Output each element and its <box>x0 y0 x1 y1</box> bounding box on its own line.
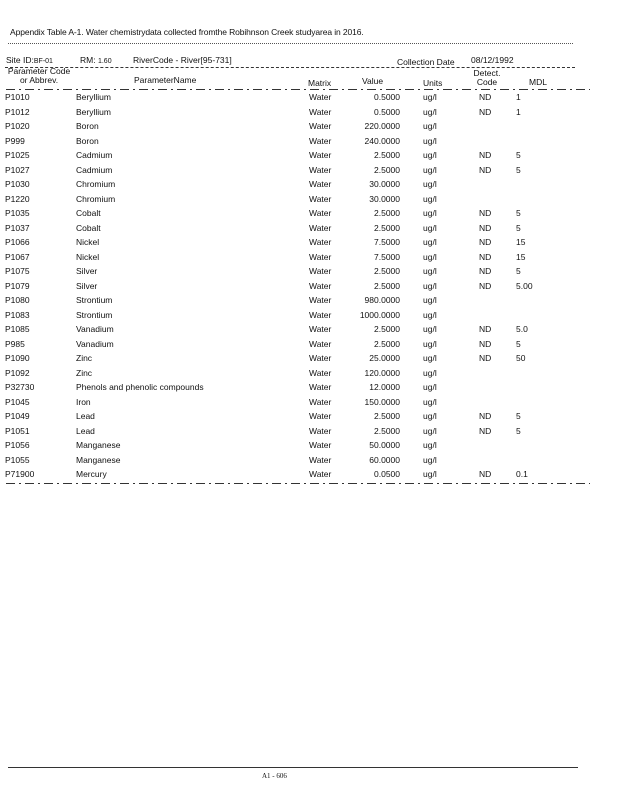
cell-mdl: 5 <box>516 164 521 175</box>
cell-units: ug/l <box>423 193 437 204</box>
cell-param-code: P1025 <box>5 150 30 160</box>
table-title: Appendix Table A-1. Water chemistrydata collected fromthe Robihnson Creek studyarea in 2016. <box>10 27 364 37</box>
cell-value: 30.0000 <box>369 179 400 189</box>
cell-value: 220.0000 <box>364 121 400 131</box>
cell-matrix: Water <box>309 469 332 479</box>
cell-param-name: Vanadium <box>76 338 114 349</box>
table-row <box>0 281 618 296</box>
table-row <box>0 208 618 223</box>
cell-matrix: Water <box>309 280 332 291</box>
cell-units: ug/l <box>423 353 437 363</box>
cell-param-code: P1075 <box>5 266 30 276</box>
col-header-value: Value <box>362 76 384 86</box>
cell-param-name: Nickel <box>76 237 100 247</box>
cell-mdl: 15 <box>516 251 526 262</box>
cell-mdl: 5 <box>516 425 521 436</box>
cell-detect-code: ND <box>479 92 492 102</box>
cell-detect-code: ND <box>479 164 492 175</box>
table-row <box>0 368 618 383</box>
cell-param-code: P1090 <box>5 353 30 363</box>
cell-detect-code: ND <box>479 324 492 334</box>
cell-value: 2.5000 <box>374 164 400 175</box>
cell-value: 980.0000 <box>364 295 400 305</box>
cell-detect-code: ND <box>479 280 492 291</box>
cell-matrix: Water <box>309 353 332 363</box>
cell-value: 2.5000 <box>374 150 400 160</box>
cell-units: ug/l <box>423 295 437 305</box>
cell-value: 2.5000 <box>374 425 400 436</box>
col-header-param-name: ParameterName <box>134 75 197 85</box>
cell-value: 30.0000 <box>369 193 400 204</box>
cell-units: ug/l <box>423 237 437 247</box>
table-row <box>0 179 618 194</box>
cell-value: 240.0000 <box>364 135 400 146</box>
cell-param-name: Cadmium <box>76 150 113 160</box>
cell-value: 120.0000 <box>364 367 400 378</box>
cell-value: 0.0500 <box>374 469 400 479</box>
table-row <box>0 165 618 180</box>
cell-matrix: Water <box>309 193 332 204</box>
cell-param-name: Boron <box>76 121 99 131</box>
collection-date-value: 08/12/1992 <box>471 55 514 65</box>
cell-param-name: Silver <box>76 280 98 291</box>
cell-param-name: Beryllium <box>76 106 111 117</box>
cell-units: ug/l <box>423 324 437 334</box>
table-row <box>0 150 618 165</box>
cell-matrix: Water <box>309 425 332 436</box>
cell-matrix: Water <box>309 121 332 131</box>
cell-param-name: Silver <box>76 266 98 276</box>
cell-value: 60.0000 <box>369 454 400 465</box>
cell-detect-code: ND <box>479 469 492 479</box>
cell-param-name: Mercury <box>76 469 107 479</box>
cell-param-name: Manganese <box>76 454 121 465</box>
cell-param-name: Iron <box>76 396 91 407</box>
cell-detect-code: ND <box>479 237 492 247</box>
table-row <box>0 397 618 412</box>
cell-param-name: Lead <box>76 411 95 421</box>
cell-units: ug/l <box>423 425 437 436</box>
table-row <box>0 382 618 397</box>
cell-units: ug/l <box>423 396 437 407</box>
cell-detect-code: ND <box>479 208 492 218</box>
cell-matrix: Water <box>309 338 332 349</box>
cell-matrix: Water <box>309 411 332 421</box>
cell-units: ug/l <box>423 135 437 146</box>
cell-param-code: P1079 <box>5 280 30 291</box>
cell-value: 150.0000 <box>364 396 400 407</box>
cell-mdl: 15 <box>516 237 526 247</box>
cell-value: 7.5000 <box>374 237 400 247</box>
cell-value: 0.5000 <box>374 106 400 117</box>
table-row <box>0 121 618 136</box>
cell-mdl: 0.1 <box>516 469 528 479</box>
cell-param-code: P1027 <box>5 164 30 175</box>
table-row <box>0 455 618 470</box>
cell-param-code: P1030 <box>5 179 30 189</box>
cell-param-code: P1092 <box>5 367 30 378</box>
cell-matrix: Water <box>309 324 332 334</box>
site-id-label: Site ID:BF-01 <box>6 55 53 65</box>
table-row <box>0 353 618 368</box>
cell-matrix: Water <box>309 208 332 218</box>
cell-matrix: Water <box>309 135 332 146</box>
cell-mdl: 50 <box>516 353 526 363</box>
cell-units: ug/l <box>423 338 437 349</box>
cell-param-code: P1085 <box>5 324 30 334</box>
cell-matrix: Water <box>309 251 332 262</box>
cell-units: ug/l <box>423 454 437 465</box>
table-row <box>0 310 618 325</box>
cell-units: ug/l <box>423 222 437 233</box>
cell-units: ug/l <box>423 469 437 479</box>
cell-mdl: 1 <box>516 106 521 117</box>
cell-param-code: P1066 <box>5 237 30 247</box>
cell-units: ug/l <box>423 440 437 450</box>
cell-param-name: Manganese <box>76 440 121 450</box>
table-row <box>0 136 618 151</box>
cell-param-code: P1056 <box>5 440 30 450</box>
cell-mdl: 5.00 <box>516 280 533 291</box>
cell-value: 7.5000 <box>374 251 400 262</box>
cell-value: 2.5000 <box>374 222 400 233</box>
cell-detect-code: ND <box>479 106 492 117</box>
cell-param-code: P985 <box>5 338 25 349</box>
cell-mdl: 5 <box>516 208 521 218</box>
col-header-mdl: MDL <box>529 77 547 87</box>
cell-param-name: Strontium <box>76 295 113 305</box>
cell-param-code: P1067 <box>5 251 30 262</box>
cell-mdl: 5.0 <box>516 324 528 334</box>
cell-detect-code: ND <box>479 353 492 363</box>
cell-param-code: P1037 <box>5 222 30 233</box>
cell-units: ug/l <box>423 251 437 262</box>
cell-param-name: Chromium <box>76 193 116 204</box>
cell-param-name: Phenols and phenolic compounds <box>76 382 204 392</box>
cell-param-name: Nickel <box>76 251 100 262</box>
cell-param-code: P1220 <box>5 193 30 204</box>
cell-param-code: P32730 <box>5 382 35 392</box>
cell-matrix: Water <box>309 222 332 233</box>
cell-param-name: Zinc <box>76 367 93 378</box>
cell-value: 2.5000 <box>374 324 400 334</box>
cell-value: 2.5000 <box>374 280 400 291</box>
cell-mdl: 5 <box>516 266 521 276</box>
cell-value: 25.0000 <box>369 353 400 363</box>
table-row <box>0 237 618 252</box>
river-mile <box>80 55 112 65</box>
cell-detect-code: ND <box>479 150 492 160</box>
cell-matrix: Water <box>309 164 332 175</box>
cell-mdl: 1 <box>516 92 521 102</box>
col-header-detect-code: Detect. Code <box>473 68 501 87</box>
footer-rule <box>8 767 578 768</box>
cell-param-code: P1080 <box>5 295 30 305</box>
cell-matrix: Water <box>309 454 332 465</box>
table-row <box>0 411 618 426</box>
cell-param-name: Cobalt <box>76 208 101 218</box>
cell-units: ug/l <box>423 382 437 392</box>
cell-matrix: Water <box>309 92 332 102</box>
cell-value: 2.5000 <box>374 208 400 218</box>
table-row <box>0 469 618 484</box>
title-divider <box>8 43 573 44</box>
table-bottom-divider <box>6 483 590 484</box>
cell-matrix: Water <box>309 295 332 305</box>
cell-value: 12.0000 <box>369 382 400 392</box>
cell-param-code: P1010 <box>5 92 30 102</box>
table-row <box>0 426 618 441</box>
cell-units: ug/l <box>423 208 437 218</box>
cell-value: 2.5000 <box>374 338 400 349</box>
cell-units: ug/l <box>423 106 437 117</box>
cell-mdl: 5 <box>516 411 521 421</box>
river-code: RiverCode - River[95-731] <box>133 55 232 65</box>
cell-units: ug/l <box>423 121 437 131</box>
cell-param-code: P1045 <box>5 396 30 407</box>
cell-detect-code: ND <box>479 411 492 421</box>
cell-matrix: Water <box>309 382 332 392</box>
table-row <box>0 440 618 455</box>
cell-matrix: Water <box>309 396 332 407</box>
cell-matrix: Water <box>309 440 332 450</box>
cell-param-name: Boron <box>76 135 99 146</box>
cell-units: ug/l <box>423 266 437 276</box>
cell-value: 0.5000 <box>374 92 400 102</box>
table-row <box>0 194 618 209</box>
rm-value: 1.60 <box>97 58 112 65</box>
cell-units: ug/l <box>423 179 437 189</box>
cell-param-code: P1012 <box>5 106 30 117</box>
cell-mdl: 5 <box>516 222 521 233</box>
cell-value: 2.5000 <box>374 266 400 276</box>
site-id-value: BF-01 <box>33 58 53 65</box>
header-divider <box>6 89 590 90</box>
rm-label: RM: <box>80 55 96 65</box>
cell-param-name: Vanadium <box>76 324 114 334</box>
cell-detect-code: ND <box>479 222 492 233</box>
cell-units: ug/l <box>423 411 437 421</box>
cell-units: ug/l <box>423 280 437 291</box>
cell-param-code: P1020 <box>5 121 30 131</box>
cell-param-code: P1083 <box>5 309 30 320</box>
cell-units: ug/l <box>423 150 437 160</box>
cell-matrix: Water <box>309 237 332 247</box>
cell-matrix: Water <box>309 367 332 378</box>
cell-matrix: Water <box>309 106 332 117</box>
cell-value: 2.5000 <box>374 411 400 421</box>
cell-param-name: Strontium <box>76 309 113 320</box>
table-row <box>0 223 618 238</box>
cell-param-name: Cobalt <box>76 222 101 233</box>
cell-param-name: Cadmium <box>76 164 113 175</box>
table-row <box>0 107 618 122</box>
cell-units: ug/l <box>423 92 437 102</box>
page-number: A1 - 606 <box>262 772 287 780</box>
cell-param-name: Chromium <box>76 179 116 189</box>
cell-detect-code: ND <box>479 251 492 262</box>
col-header-units: Units <box>423 78 443 88</box>
cell-detect-code: ND <box>479 425 492 436</box>
cell-matrix: Water <box>309 150 332 160</box>
col-header-matrix: Matrix <box>308 78 332 88</box>
cell-value: 50.0000 <box>369 440 400 450</box>
table-row <box>0 324 618 339</box>
cell-matrix: Water <box>309 266 332 276</box>
cell-param-code: P999 <box>5 135 25 146</box>
cell-matrix: Water <box>309 309 332 320</box>
cell-mdl: 5 <box>516 150 521 160</box>
col-header-param-code: Parameter Code or Abbrev. <box>7 66 71 85</box>
cell-matrix: Water <box>309 179 332 189</box>
cell-value: 1000.0000 <box>359 309 400 320</box>
cell-detect-code: ND <box>479 338 492 349</box>
table-row <box>0 92 618 107</box>
cell-param-code: P71900 <box>5 469 35 479</box>
cell-param-name: Lead <box>76 425 95 436</box>
cell-units: ug/l <box>423 367 437 378</box>
cell-param-code: P1049 <box>5 411 30 421</box>
cell-mdl: 5 <box>516 338 521 349</box>
cell-param-name: Zinc <box>76 353 93 363</box>
collection-date-label: Collection Date <box>397 57 455 67</box>
cell-param-code: P1055 <box>5 454 30 465</box>
table-row <box>0 339 618 354</box>
cell-detect-code: ND <box>479 266 492 276</box>
table-row <box>0 252 618 267</box>
cell-units: ug/l <box>423 309 437 320</box>
cell-param-name: Beryllium <box>76 92 111 102</box>
cell-param-code: P1035 <box>5 208 30 218</box>
table-row <box>0 266 618 281</box>
table-row <box>0 295 618 310</box>
cell-units: ug/l <box>423 164 437 175</box>
cell-param-code: P1051 <box>5 425 30 436</box>
